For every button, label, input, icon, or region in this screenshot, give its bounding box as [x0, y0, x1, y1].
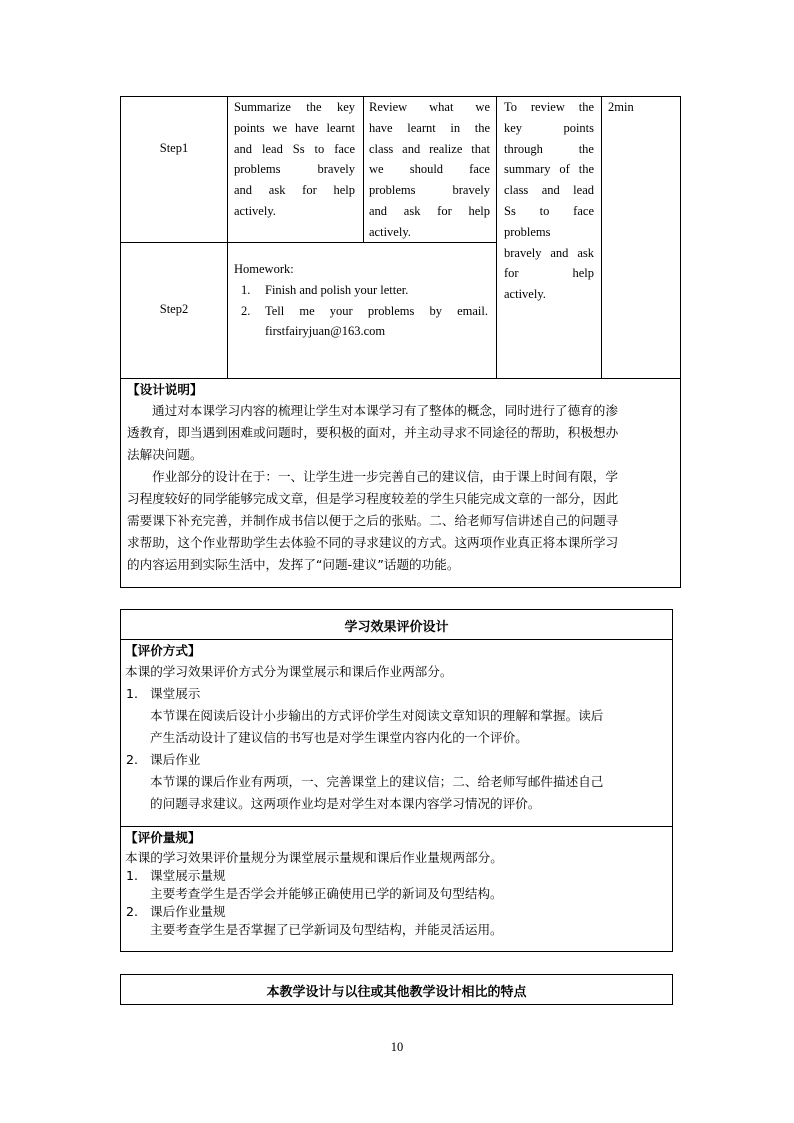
time-allotment: 2min [608, 100, 634, 114]
table1-right-border [680, 96, 681, 588]
step2-homework [234, 259, 490, 342]
text-line: points we have learnt [234, 120, 355, 135]
text-line: for help [504, 266, 594, 281]
table2-bottom-border [120, 951, 673, 952]
text-line: 的问题寻求建议。这两项作业均是对学生对本课内容学习情况的评价。 [150, 796, 541, 811]
table1-bottom-border [120, 587, 681, 588]
table2-right-border [672, 609, 673, 952]
text-line: 的内容运用到实际生活中，发挥了“问题-建议”话题的功能。 [127, 557, 460, 572]
design-note [127, 380, 675, 576]
text-line: and ask for help [234, 183, 355, 198]
step1-label: Step1 [159, 141, 189, 155]
text-line: To review the [504, 100, 594, 114]
item-label: 课堂展示 [150, 686, 201, 701]
homework-item [234, 301, 490, 322]
page-number: 10 [390, 1040, 404, 1054]
design-purpose [504, 97, 594, 305]
text-line: Summarize the key [234, 100, 355, 114]
homework-number: 1. [241, 282, 251, 297]
text-line: and ask for help [369, 203, 490, 218]
text-line: bravely and ask [504, 245, 594, 260]
text-line: summary of the [504, 162, 594, 177]
text-line: Ss to face [504, 203, 594, 218]
table1-col-divider-1 [227, 96, 228, 379]
step1-student-activity [369, 97, 490, 243]
homework-number: 2. [241, 303, 251, 318]
homework-label: Homework: [234, 262, 294, 276]
text-line: class and lead [504, 183, 594, 198]
text-line: 主要考查学生是否学会并能够正确使用已学的新词及句型结构。 [150, 886, 503, 901]
item-number: 2. [126, 752, 139, 767]
text-line: problems [504, 224, 551, 239]
method-item [125, 749, 670, 771]
method-intro: 本课的学习效果评价方式分为课堂展示和课后作业两部分。 [125, 664, 453, 679]
email-address: firstfairyjuan@163.com [265, 324, 386, 339]
text-line: actively. [234, 203, 276, 218]
design-note-heading: 【设计说明】 [127, 382, 203, 397]
text-line: 法解决问题。 [127, 447, 203, 462]
text-line: problems bravely [234, 162, 355, 177]
text-line: through the [504, 141, 594, 156]
table3-right-border [672, 974, 673, 1005]
table2-left-border [120, 609, 121, 952]
homework-text: Tell me your problems by email. [265, 303, 488, 318]
item-label: 课后作业 [150, 752, 201, 767]
rubric-intro: 本课的学习效果评价量规分为课堂展示量规和课后作业量规两部分。 [125, 850, 503, 865]
text-line: have learnt in the [369, 120, 490, 135]
homework-email [234, 321, 490, 342]
table2-top-border [120, 609, 673, 610]
text-line: key points [504, 120, 594, 135]
evaluation-method [125, 641, 670, 815]
item-label: 课后作业量规 [150, 904, 226, 919]
evaluation-title: 学习效果评价设计 [344, 620, 449, 635]
table1-col-divider-3 [496, 96, 497, 379]
text-line: actively. [504, 287, 546, 302]
text-line: 透教育，即当遇到困难或问题时，要积极的面对，并主动寻求不同途径的帮助，积极想办 [127, 425, 619, 440]
table3-top-border [120, 974, 673, 975]
rubric-item [125, 903, 670, 920]
item-number: 1. [126, 686, 139, 701]
text-line: and lead Ss to face [234, 141, 355, 156]
text-line: problems bravely [369, 183, 490, 198]
evaluation-rubric [125, 828, 670, 939]
text-line: 求帮助，这个作业帮助学生去体验不同的寻求建议的方式。这两项作业真正将本课所学习 [127, 535, 619, 550]
text-line: 主要考查学生是否掌握了已学新词及句型结构，并能灵活运用。 [150, 922, 503, 937]
text-line: Review what we [369, 100, 490, 114]
table2-section-divider [120, 826, 673, 827]
method-heading: 【评价方式】 [125, 643, 201, 658]
table3-bottom-border [120, 1004, 673, 1005]
table1-col-divider-2 [363, 96, 364, 243]
table1-left-border [120, 96, 121, 588]
step2-label: Step2 [159, 302, 189, 316]
homework-text: Finish and polish your letter. [265, 282, 409, 297]
text-line: 作业部分的设计在于：一、让学生进一步完善自己的建议信，由于课上时间有限，学 [152, 469, 618, 484]
text-line: 通过对本课学习内容的梳理让学生对本课学习有了整体的概念，同时进行了德育的渗 [152, 403, 618, 418]
text-line: 产生活动设计了建议信的书写也是对学生课堂内容内化的一个评价。 [150, 730, 528, 745]
rubric-heading: 【评价量规】 [125, 830, 201, 845]
text-line: 需要课下补充完善，并制作成书信以便于之后的张贴。二、给老师写信讲述自己的问题寻 [127, 513, 619, 528]
table1-section-divider [120, 378, 681, 379]
step1-teacher-activity [234, 97, 355, 222]
table2-title-divider [120, 639, 673, 640]
item-number: 2. [126, 904, 139, 919]
features-title: 本教学设计与以往或其他教学设计相比的特点 [266, 985, 527, 1000]
table1-col-divider-4 [601, 96, 602, 379]
rubric-item [125, 867, 670, 884]
text-line: 习程度较好的同学能够完成文章，但是学习程度较差的学生只能完成文章的一部分，因此 [127, 491, 619, 506]
text-line: we should face [369, 162, 490, 177]
text-line: 本节课的课后作业有两项，一、完善课堂上的建议信；二、给老师写邮件描述自己 [150, 774, 604, 789]
method-item [125, 683, 670, 705]
homework-item [234, 280, 490, 301]
text-line: class and realize that [369, 141, 490, 156]
text-line: 本节课在阅读后设计小步输出的方式评价学生对阅读文章知识的理解和掌握。读后 [150, 708, 604, 723]
text-line: actively. [369, 224, 411, 239]
item-label: 课堂展示量规 [150, 868, 226, 883]
item-number: 1. [126, 868, 139, 883]
